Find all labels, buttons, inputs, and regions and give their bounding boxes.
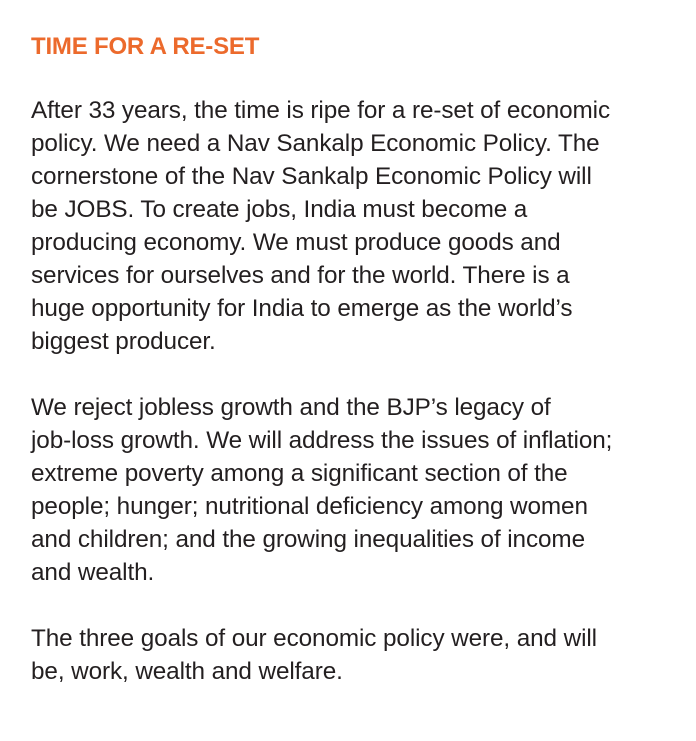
paragraph-jobs: [31, 94, 681, 358]
paragraph-line: and wealth.: [31, 559, 155, 586]
paragraph-goals: [31, 622, 681, 688]
paragraph-line: be, work, wealth and welfare.: [31, 658, 343, 685]
section-heading: TIME FOR A RE-SET: [31, 33, 260, 60]
paragraph-line: biggest producer.: [31, 328, 216, 355]
paragraph-line: producing economy. We must produce goods and: [31, 229, 561, 256]
paragraph-growth: [31, 391, 681, 589]
paragraph-line: and children; and the growing inequalities of income: [31, 526, 585, 553]
paragraph-line: people; hunger; nutritional deficiency among women: [31, 493, 588, 520]
paragraph-line: huge opportunity for India to emerge as the world’s: [31, 295, 573, 322]
paragraph-line: cornerstone of the Nav Sankalp Economic Policy will: [31, 163, 592, 190]
paragraph-line: We reject jobless growth and the BJP’s legacy of: [31, 394, 551, 421]
document-page: [31, 31, 681, 721]
paragraph-line: job-loss growth. We will address the issues of inflation;: [31, 427, 613, 454]
paragraph-line: policy. We need a Nav Sankalp Economic Policy. The: [31, 130, 600, 157]
paragraph-line: The three goals of our economic policy were, and will: [31, 625, 597, 652]
paragraph-line: After 33 years, the time is ripe for a re-set of economic: [31, 97, 611, 124]
paragraph-line: be JOBS. To create jobs, India must become a: [31, 196, 528, 223]
paragraph-line: extreme poverty among a significant section of the: [31, 460, 568, 487]
paragraph-line: services for ourselves and for the world. There is a: [31, 262, 570, 289]
